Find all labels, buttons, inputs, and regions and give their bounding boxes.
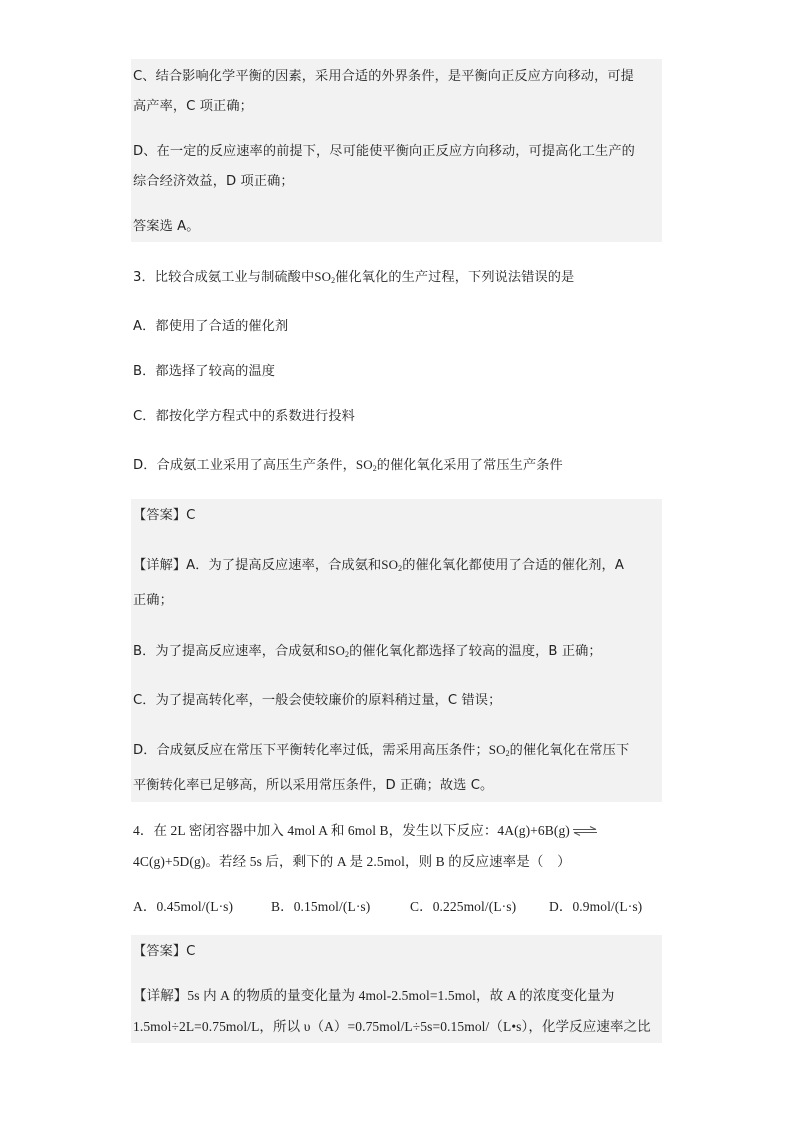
q3-detail-c: C．为了提高转化率，一般会使较廉价的原料稍过量，C 错误； <box>133 693 502 708</box>
q3-option-b: B．都选择了较高的温度 <box>133 364 276 379</box>
q4-options <box>133 898 642 916</box>
q3-detail-d-line2: 平衡转化率已足够高，所以采用常压条件，D 正确；故选 C。 <box>133 778 494 793</box>
so2-formula: $SO_2$ <box>355 457 377 473</box>
q2-option-d-explanation-line1: D、在一定的反应速率的前提下，尽可能使平衡向正反应方向移动，可提高化工生产的 <box>133 144 635 159</box>
q4-option-a: A．0.45mol/(L·s) <box>133 899 234 914</box>
q4-option-d: D．0.9mol/(L·s) <box>549 899 643 914</box>
q3-detail-a-line1: 【详解】A．为了提高反应速率，合成氨和$SO_2$的催化氧化都使用了合适的催化剂，A <box>133 557 624 573</box>
q2-option-c-explanation-line1: C、结合影响化学平衡的因素，采用合适的外界条件，是平衡向正反应方向移动，可提 <box>133 69 634 84</box>
q2-answer-text: 答案选 A。 <box>133 219 200 234</box>
q3-option-a: A．都使用了合适的催化剂 <box>133 319 289 334</box>
q2-option-d-explanation-line2: 综合经济效益，D 项正确； <box>133 174 294 189</box>
q3-stem-post: 催化氧化的生产过程，下列说法错误的是 <box>335 270 575 285</box>
so2-formula: $SO_2$ <box>314 269 336 285</box>
q4-option-b: B．0.15mol/(L·s) <box>271 899 371 914</box>
q3-option-c: C．都按化学方程式中的系数进行投料 <box>133 409 355 424</box>
q3-detail-a-line2: 正确； <box>133 593 173 608</box>
q3-detail-d-line1: D．合成氨反应在常压下平衡转化率过低，需采用高压条件；$SO_2$的催化氧化在常压下 <box>133 742 630 758</box>
q4-detail-line1: 【详解】5s 内 A 的物质的量变化量为 4mol-2.5mol=1.5mol，故 A 的浓度变化量为 <box>133 988 615 1003</box>
q2-option-c-explanation-line2: 高产率，C 项正确； <box>133 99 253 114</box>
q4-detail-line2: 1.5mol÷2L=0.75mol/L，所以 υ（A）=0.75mol/L÷5s=0.15mol/（L•s），化学反应速率之比 <box>133 1019 651 1034</box>
q3-option-d: D．合成氨工业采用了高压生产条件，$SO_2$的催化氧化采用了常压生产条件 <box>133 457 563 473</box>
q4-stem-line2: 4C(g)+5D(g)。若经 5s 后，剩下的 A 是 2.5mol，则 B 的反应速率是（ ） <box>133 854 571 869</box>
so2-formula: $SO_2$ <box>328 643 350 659</box>
q3-answer: 【答案】C <box>133 508 196 523</box>
q4-stem-line1: 4．在 2L 密闭容器中加入 4mol A 和 6mol B，发生以下反应：4A(g)+6B(g) <box>133 822 600 841</box>
q4-option-c: C．0.225mol/(L·s) <box>410 899 517 914</box>
q4-answer: 【答案】C <box>133 944 196 959</box>
so2-formula: $SO_2$ <box>381 557 403 573</box>
so2-formula: $SO_2$ <box>488 742 510 758</box>
q3-stem <box>133 268 574 290</box>
reversible-arrow-icon <box>572 826 598 836</box>
q3-stem-pre: 3．比较合成氨工业与制硫酸中 <box>133 270 315 285</box>
q3-detail-b: B．为了提高反应速率，合成氨和$SO_2$的催化氧化都选择了较高的温度，B 正确； <box>133 643 602 659</box>
